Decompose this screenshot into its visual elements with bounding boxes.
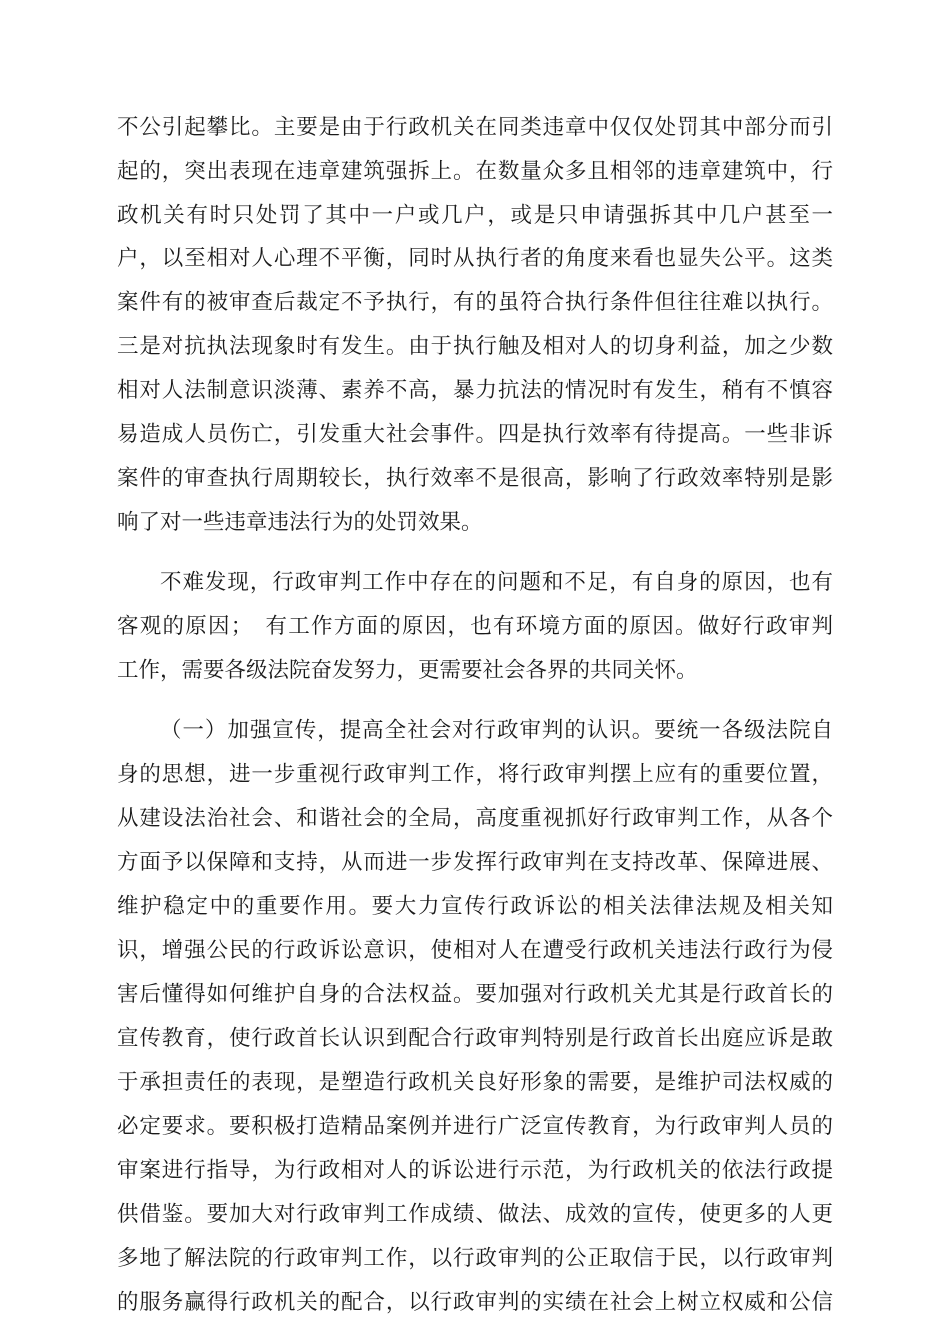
text-line: 多地了解法院的行政审判工作，以行政审判的公正取信于民，以行政审判	[117, 1246, 833, 1271]
text-line: 身的思想，进一步重视行政审判工作，将行政审判摆上应有的重要位置，	[117, 762, 833, 787]
text-line: 工作，需要各级法院奋发努力，更需要社会各界的共同关怀。	[117, 658, 698, 683]
text-line: 的服务赢得行政机关的配合，以行政审判的实绩在社会上树立权威和公信	[117, 1290, 833, 1315]
text-line: 易造成人员伤亡，引发重大社会事件。四是执行效率有待提高。一些非诉	[117, 422, 833, 447]
text-line: 必定要求。要积极打造精品案例并进行广泛宣传教育，为行政审判人员的	[117, 1114, 833, 1139]
text-line: 相对人法制意识淡薄、素养不高，暴力抗法的情况时有发生，稍有不慎容	[117, 378, 833, 403]
text-line: 维护稳定中的重要作用。要大力宣传行政诉讼的相关法律法规及相关知	[117, 894, 833, 919]
text-line: （一）加强宣传，提高全社会对行政审判的认识。要统一各级法院自	[160, 718, 833, 743]
text-line: 客观的原因； 有工作方面的原因，也有环境方面的原因。做好行政审判	[117, 614, 833, 639]
text-line: 害后懂得如何维护自身的合法权益。要加强对行政机关尤其是行政首长的	[117, 982, 833, 1007]
text-line: 方面予以保障和支持，从而进一步发挥行政审判在支持改革、保障进展、	[117, 850, 833, 875]
text-line: 宣传教育，使行政首长认识到配合行政审判特别是行政首长出庭应诉是敢	[117, 1026, 833, 1051]
text-line: 三是对抗执法现象时有发生。由于执行触及相对人的切身利益，加之少数	[117, 334, 833, 359]
text-line: 于承担责任的表现，是塑造行政机关良好形象的需要，是维护司法权威的	[117, 1070, 833, 1095]
text-line: 供借鉴。要加大对行政审判工作成绩、做法、成效的宣传，使更多的人更	[117, 1202, 833, 1227]
text-line: 起的，突出表现在违章建筑强拆上。在数量众多且相邻的违章建筑中，行	[117, 159, 833, 184]
text-line: 识，增强公民的行政诉讼意识，使相对人在遭受行政机关违法行政行为侵	[117, 938, 833, 963]
text-line: 户，以至相对人心理不平衡，同时从执行者的角度来看也显失公平。这类	[117, 246, 833, 271]
text-line: 不公引起攀比。主要是由于行政机关在同类违章中仅仅处罚其中部分而引	[117, 115, 833, 140]
text-line: 案件有的被审查后裁定不予执行，有的虽符合执行条件但往往难以执行。	[117, 290, 833, 315]
text-line: 政机关有时只处罚了其中一户或几户，或是只申请强拆其中几户甚至一	[117, 203, 833, 228]
text-line: 响了对一些违章违法行为的处罚效果。	[117, 510, 483, 535]
text-line: 从建设法治社会、和谐社会的全局，高度重视抓好行政审判工作，从各个	[117, 806, 833, 831]
text-line: 审案进行指导，为行政相对人的诉讼进行示范，为行政机关的依法行政提	[117, 1158, 833, 1183]
text-line: 不难发现，行政审判工作中存在的问题和不足，有自身的原因，也有	[160, 570, 833, 595]
text-line: 案件的审查执行周期较长，执行效率不是很高，影响了行政效率特别是影	[117, 466, 833, 491]
